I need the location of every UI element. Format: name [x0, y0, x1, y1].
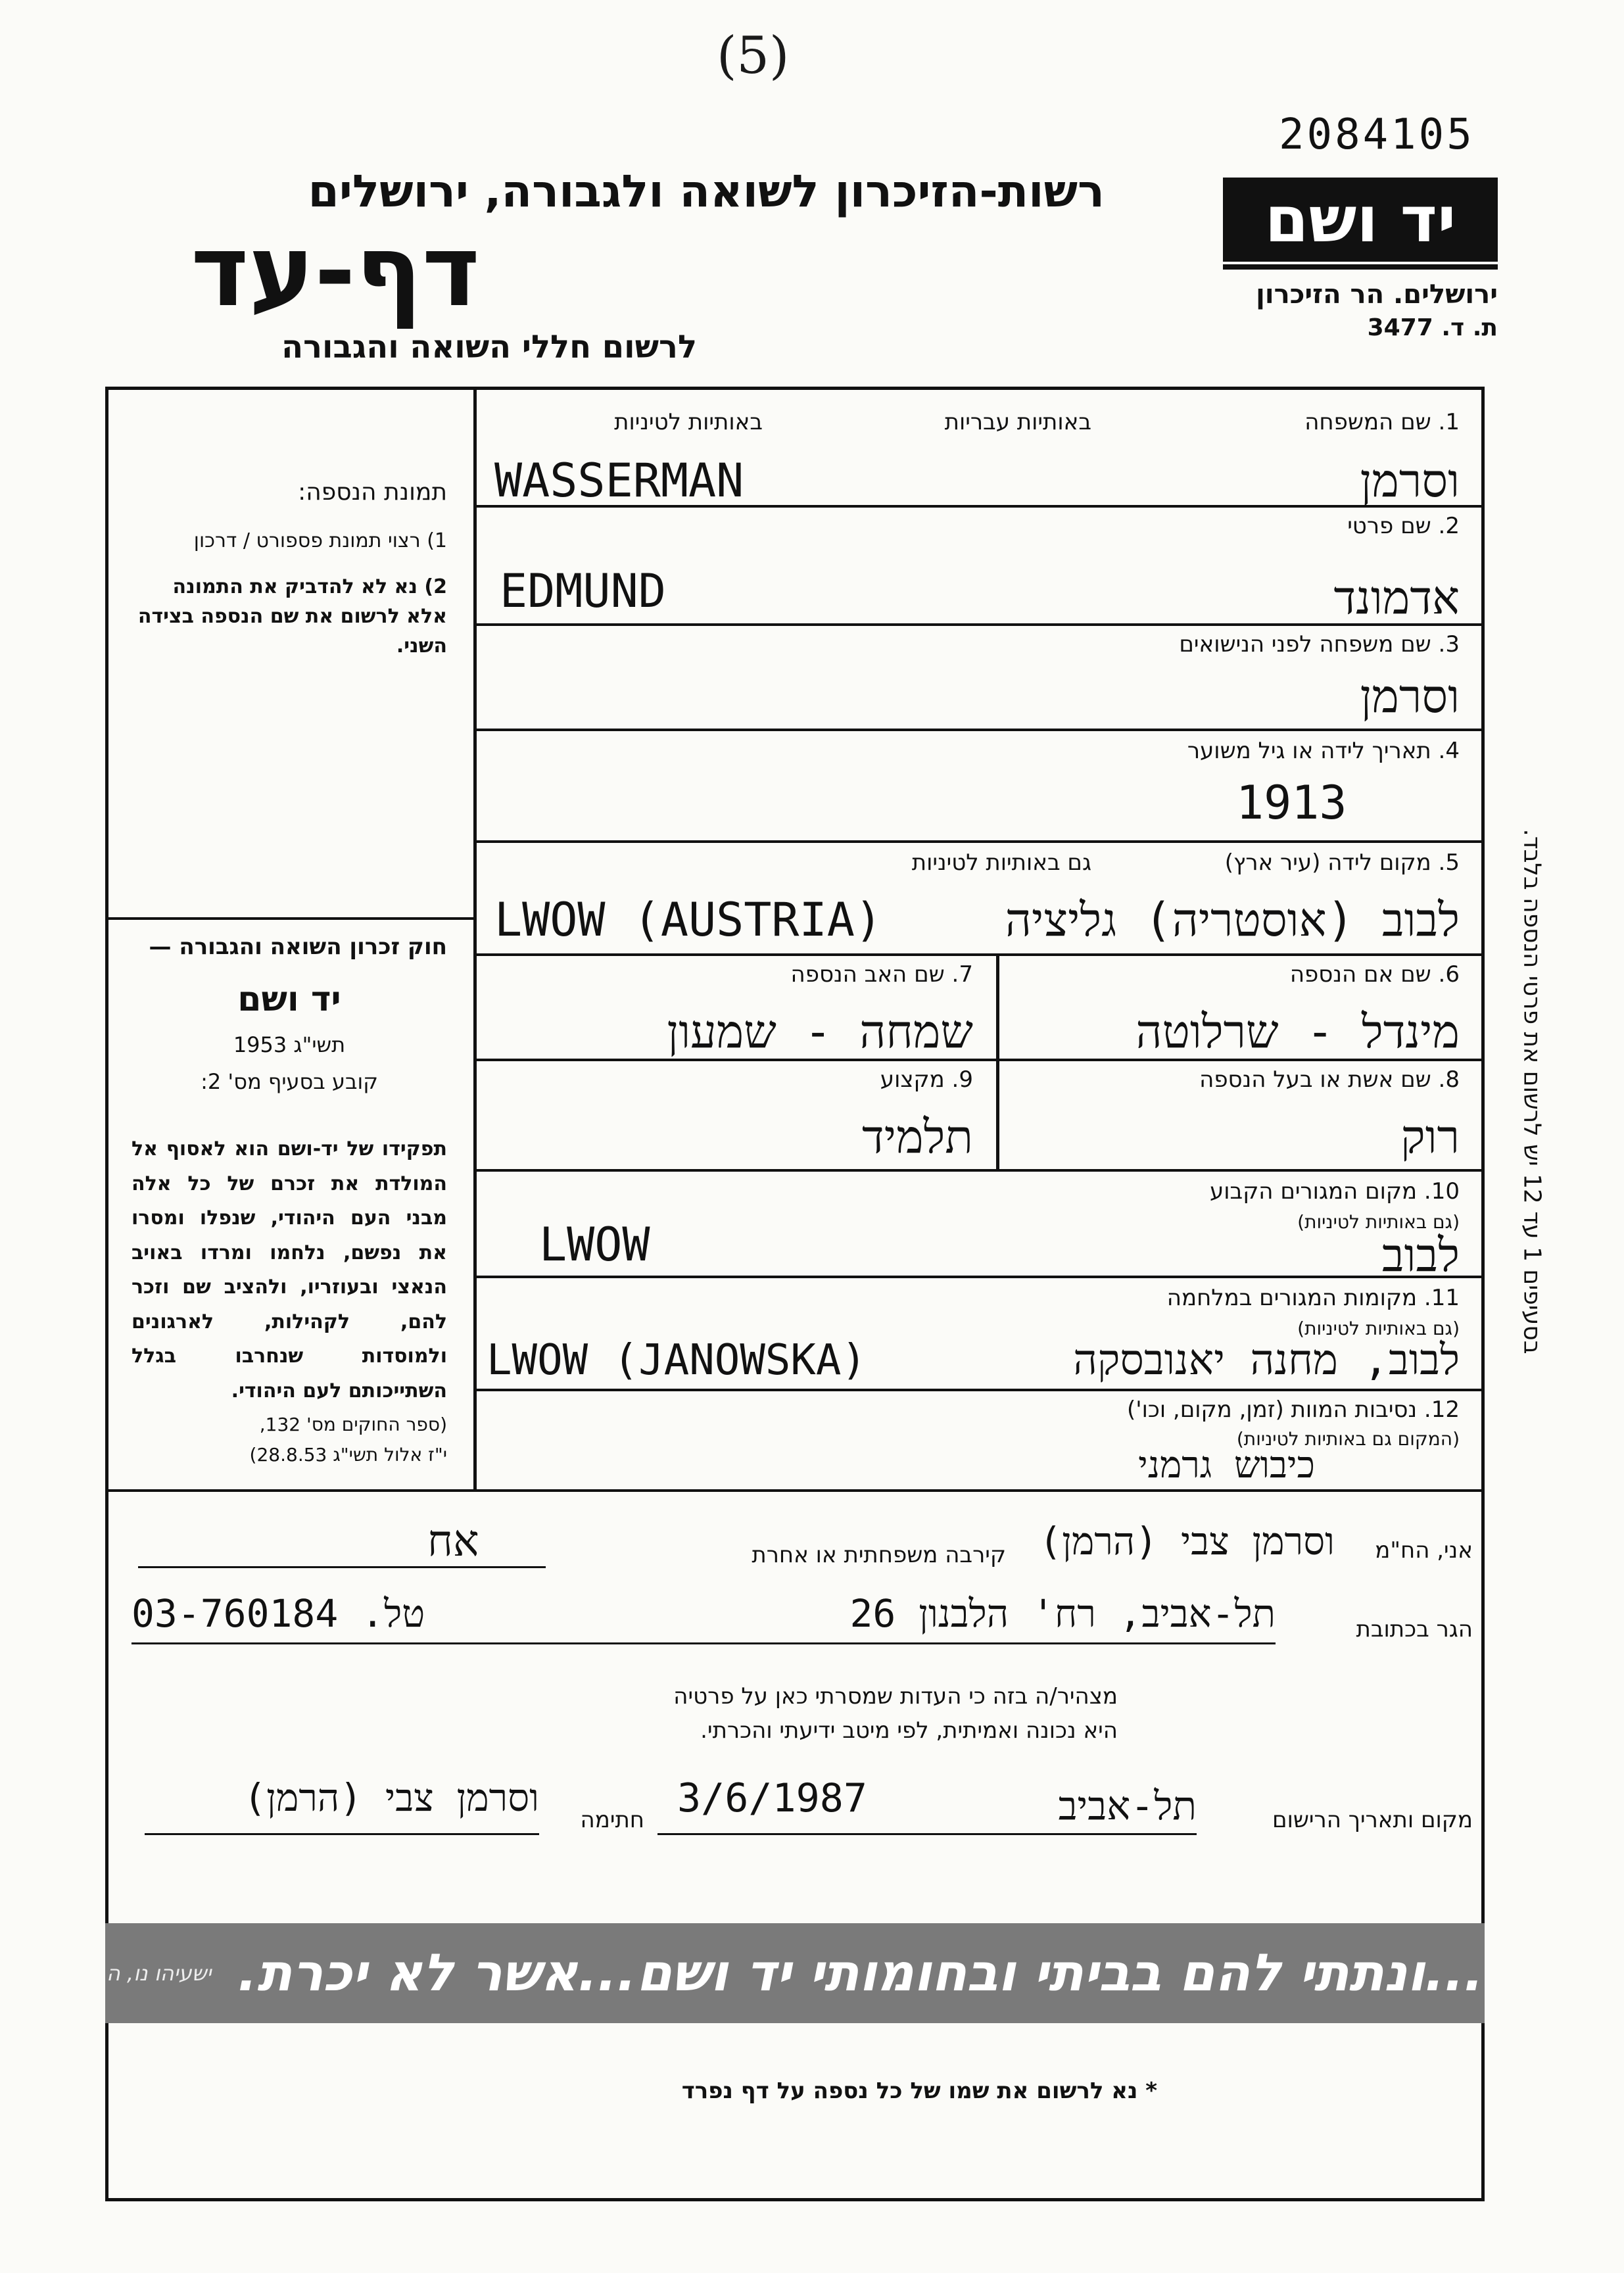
mother-name-value: מינדל - שרלוטה: [1135, 1005, 1460, 1059]
also-latin-label: גם באותיות לטיניות: [911, 849, 1091, 876]
slogan-text: ...ונתתי להם בביתי ובחומותי יד ושם...אשר לא יכרת.: [237, 1944, 1484, 2003]
spouse-name-value: רוק: [1400, 1110, 1460, 1164]
row-line: [473, 729, 1485, 731]
field-split-divider: [996, 953, 999, 1170]
field-6-label: 6. שם אם הנספה: [1289, 961, 1460, 988]
field-8-label: 8. שם אשת או בעל הנספה: [1199, 1066, 1460, 1093]
field-11-label: 11. מקומות המגורים במלחמה: [1166, 1285, 1460, 1311]
latin-column-label: באותיות לטיניות: [614, 409, 763, 435]
footnote: * נא לרשום את שמו של כל נספה על דף נפרד: [681, 2078, 1157, 2104]
law-source-2: י"ז אלול תשי"ג 28.8.53): [249, 1444, 447, 1466]
field-9-label: 9. מקצוע: [880, 1066, 973, 1093]
relation-underline: [138, 1566, 546, 1568]
first-name-hebrew: אדמונד: [1333, 571, 1460, 625]
declarant-name: וסרמן צבי (הרמן): [1039, 1519, 1335, 1564]
address-label: הגר בכתובת: [1356, 1616, 1473, 1642]
row-line: [473, 840, 1485, 843]
signature-value: וסרמן צבי (הרמן): [243, 1775, 539, 1820]
document-number: 2084105: [1279, 110, 1475, 159]
first-name-latin: EDMUND: [500, 564, 666, 618]
field-10-label: 10. מקום המגורים הקבוע: [1209, 1178, 1460, 1205]
statement-line-2: היא נכונה ואמיתית, לפי מיטב ידיעתי והכרתי.: [700, 1717, 1118, 1744]
slogan-source: ישעיהו נו, ה: [106, 1961, 212, 1986]
declarant-address: תל-אביב, רח' הלבנון 26: [849, 1591, 1276, 1636]
residence-latin: LWOW: [539, 1218, 650, 1272]
authority-name: רשות-הזיכרון לשואה ולגבורה, ירושלים: [308, 166, 1105, 218]
page-title: דף-עד: [191, 214, 480, 329]
field-12-label: 12. נסיבות המוות (זמן, מקום, וכו'): [1126, 1397, 1460, 1423]
family-name-hebrew: וסרמן: [1360, 454, 1460, 508]
registration-date: 3/6/1987: [677, 1775, 867, 1821]
registration-place: תל-אביב: [1058, 1783, 1197, 1829]
birth-date-value: 1913: [1236, 776, 1347, 830]
father-name-value: שמחה - שמעון: [667, 1005, 973, 1059]
row-line: [473, 1389, 1485, 1391]
maiden-name-hebrew: וסרמן: [1360, 669, 1460, 723]
law-text: תפקידו של יד-ושם הוא לאסוף אל המולדת את זכרם של כל אלה מבני העם היהודי, שנפלו ומסרו את נפשם, נלחמו ומרדו באויב הנאצי ובעוזריו, ולהציב שם וזכר להם, לקהילות, לארגונים ולמוסדות שנחרבו בגלל השתייכותם לעם היהודי.: [131, 1137, 447, 1402]
birth-place-hebrew: לבוב (אוסטריה) גליציה: [1005, 893, 1460, 947]
signature-label: חתימה: [580, 1807, 644, 1833]
field-5-label: 5. מקום לידה (עיר ארץ): [1224, 849, 1460, 876]
logo-underline: [1223, 264, 1498, 270]
row-line: [473, 1169, 1485, 1172]
field-10-sublabel: (גם באותיות לטיניות): [1297, 1211, 1460, 1233]
law-name: יד ושם: [237, 980, 341, 1019]
declarant-label: אני, הח"מ: [1375, 1537, 1473, 1564]
death-circumstances-value: כיבוש גרמני: [1138, 1444, 1315, 1487]
field-12-sublabel: (המקום גם באותיות לטיניות): [1236, 1428, 1460, 1450]
field-7-label: 7. שם האב הנספה: [790, 961, 973, 988]
law-clause: קובע בסעיף מס' 2:: [201, 1069, 378, 1094]
declaration-divider: [105, 1489, 1485, 1492]
photo-note-1: 1) רצוי תמונת פספורט / דרכון: [193, 529, 447, 552]
wartime-residence-hebrew: לבוב, מחנה יאנובסקה: [1073, 1336, 1460, 1385]
birth-place-latin: LWOW (AUSTRIA): [494, 893, 883, 947]
slogan-band: [105, 1923, 1485, 2023]
address-line-2: ת. ד. 3477: [1367, 314, 1498, 341]
signature-underline: [145, 1833, 539, 1835]
page-subtitle: לרשום חללי השואה והגבורה: [281, 329, 697, 366]
photo-title: תמונת הנספה:: [298, 479, 447, 506]
field-11-sublabel: (גם באותיות לטיניות): [1297, 1318, 1460, 1339]
field-2-label: 2. שם פרטי: [1347, 513, 1460, 539]
declarant-phone: טל. 03-760184: [131, 1591, 425, 1636]
field-1-label: 1. שם המשפחה: [1304, 409, 1460, 435]
law-year: תשי"ג 1953: [233, 1032, 346, 1057]
residence-hebrew: לבוב: [1381, 1228, 1460, 1282]
field-3-label: 3. שם משפחה לפני הנישואים: [1179, 631, 1460, 658]
side-note-text: בסעיפים 1 עד 12 יש לרשום את פרטי הנספה בלבד.: [1518, 828, 1546, 1354]
place-date-underline: [657, 1833, 1197, 1835]
law-source-1: (ספר החוקים מס' 132,: [259, 1414, 447, 1435]
photo-note-2: 2) נא לא להדביק את התמונה אלא לרשום את שם הנספה בצידה השני.: [137, 575, 447, 658]
address-line-1: ירושלים. הר הזיכרון: [1256, 279, 1498, 310]
place-date-label: מקום ותאריך הרישום: [1272, 1807, 1473, 1833]
hebrew-column-label: באותיות עבריות: [944, 409, 1091, 435]
address-underline: [131, 1642, 1276, 1644]
statement-line-1: מצהיר/ה בזה כי העדות שמסרתי כאן על פרטיה: [673, 1683, 1118, 1710]
row-line: [473, 953, 1485, 956]
profession-value: תלמיד: [862, 1110, 973, 1164]
wartime-residence-latin: LWOW (JANOWSKA): [487, 1336, 867, 1385]
yad-vashem-logo: יד ושם: [1223, 178, 1498, 262]
left-column-divider: [105, 917, 475, 920]
relation-value: אח: [427, 1516, 479, 1566]
relation-label: קירבה משפחתית או אחרת: [752, 1542, 1006, 1568]
column-divider: [473, 387, 477, 1491]
field-4-label: 4. תאריך לידה או גיל משוער: [1187, 738, 1460, 764]
law-title: חוק זכרון השואה והגבורה —: [149, 934, 447, 960]
page-mark: (5): [717, 26, 790, 85]
family-name-latin: WASSERMAN: [494, 454, 744, 508]
side-note: [1512, 763, 1552, 1420]
